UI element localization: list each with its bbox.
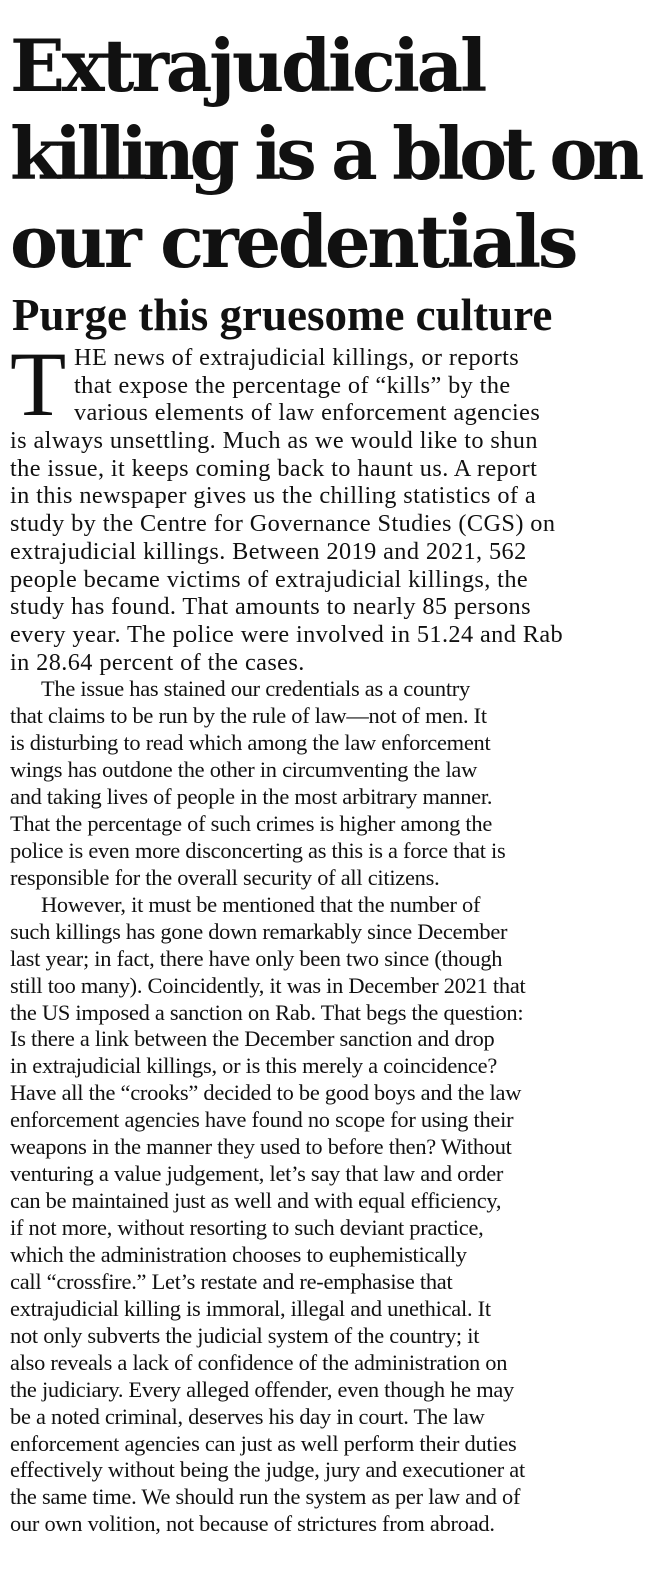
lead-line: various elements of law enforcement agencies <box>74 399 541 427</box>
body-line: our own volition, not because of strictures from abroad. <box>10 1511 495 1537</box>
body-line: that claims to be run by the rule of law—not of men. It <box>10 703 487 729</box>
lead-line: in this newspaper gives us the chilling statistics of a <box>10 482 537 510</box>
body-line: is disturbing to read which among the law enforcement <box>10 730 491 756</box>
body-line: wings has outdone the other in circumventing the law <box>10 757 478 783</box>
lead-line: every year. The police were involved in 51.24 and Rab <box>10 620 564 648</box>
body-line: also reveals a lack of confidence of the administration on <box>10 1349 508 1375</box>
body-line: That the percentage of such crimes is higher among the <box>10 810 493 836</box>
body-line: venturing a value judgement, let’s say that law and order <box>10 1161 504 1187</box>
body-line: The issue has stained our credentials as a country <box>41 676 470 702</box>
drop-cap: T <box>10 333 67 435</box>
body-line: police is even more disconcerting as this is a force that is <box>10 837 506 863</box>
body-line: extrajudicial killing is immoral, illegal and unethical. It <box>10 1295 491 1321</box>
body-paragraph-3 <box>10 892 639 1539</box>
lead-line: study has found. That amounts to nearly 85 persons <box>10 593 531 621</box>
body-line: can be maintained just as well and with equal efficiency, <box>10 1188 502 1214</box>
body-line: if not more, without resorting to such deviant practice, <box>10 1215 484 1240</box>
body-line: and taking lives of people in the most arbitrary manner. <box>10 784 493 809</box>
body-line: enforcement agencies have found no scope for using their <box>10 1107 514 1133</box>
subheadline: Purge this gruesome culture <box>12 290 553 340</box>
body-line: However, it must be mentioned that the number of <box>41 891 481 917</box>
body-line: which the administration chooses to euphemistically <box>10 1241 467 1267</box>
editorial-article <box>0 22 649 1594</box>
lead-line: that expose the percentage of “kills” by the <box>74 371 511 399</box>
body-line: the same time. We should run the system as per law and of <box>10 1484 521 1510</box>
lead-line: people became victims of extrajudicial killings, the <box>10 565 529 593</box>
lead-line: HE news of extrajudicial killings, or reports <box>74 344 520 371</box>
headline-line: Extrajudicial <box>10 23 485 108</box>
body-line: enforcement agencies can just as well perform their duties <box>10 1430 517 1456</box>
lead-line: in 28.64 percent of the cases. <box>10 648 305 676</box>
body-line: responsible for the overall security of all citizens. <box>10 864 440 890</box>
body-line: still too many). Coincidently, it was in December 2021 that <box>10 972 526 998</box>
lead-line: extrajudicial killings. Between 2019 and 2021, 562 <box>10 537 527 565</box>
headline <box>10 22 639 286</box>
body-line: Have all the “crooks” decided to be good boys and the law <box>10 1080 522 1106</box>
lead-line: the issue, it keeps coming back to haunt us. A report <box>10 454 538 482</box>
body-line: be a noted criminal, deserves his day in court. The law <box>10 1403 485 1429</box>
body-line: the US imposed a sanction on Rab. That begs the question: <box>10 999 524 1025</box>
body-line: call “crossfire.” Let’s restate and re-emphasise that <box>10 1268 453 1294</box>
lead-line: study by the Centre for Governance Studies (CGS) on <box>10 510 556 538</box>
headline-line: our credentials <box>10 199 576 284</box>
body-line: not only subverts the judicial system of the country; it <box>10 1322 480 1348</box>
lead-line: is always unsettling. Much as we would like to shun <box>10 427 538 455</box>
body-line: Is there a link between the December sanction and drop <box>10 1026 495 1052</box>
body-line: last year; in fact, there have only been two since (though <box>10 945 503 971</box>
body-line: in extrajudicial killings, or is this merely a coincidence? <box>10 1053 498 1079</box>
body-line: effectively without being the judge, jury and executioner at <box>10 1457 525 1483</box>
lead-paragraph <box>10 333 639 676</box>
headline-line: killing is a blot on <box>10 111 639 196</box>
body-line: weapons in the manner they used to before then? Without <box>10 1134 512 1160</box>
body-line: the judiciary. Every alleged offender, even though he may <box>10 1376 514 1402</box>
body-paragraph-2 <box>10 676 639 892</box>
body-line: such killings has gone down remarkably since December <box>10 918 508 944</box>
